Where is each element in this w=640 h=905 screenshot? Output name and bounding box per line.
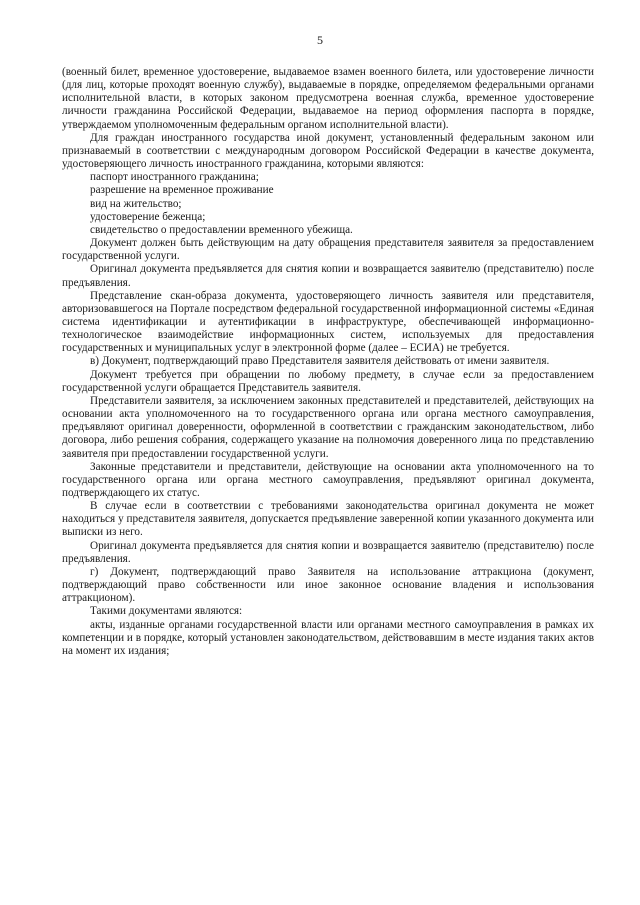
paragraph: Представление скан-образа документа, удостоверяющего личность заявителя или представителя, авторизовавшегося на Портале посредством федеральной государственной информационной системы «Единая система идентификации и аутентификации в инфраструктуре, обеспечивающей информационно-технологическое взаимодействие информационных систем, используемых для предоставления государственных и муниципальных услуг в электронной форме (далее – ЕСИА) не требуется. <box>62 289 594 355</box>
paragraph: Оригинал документа предъявляется для снятия копии и возвращается заявителю (представителю) после предъявления. <box>62 539 594 565</box>
paragraph: В случае если в соответствии с требованиями законодательства оригинал документа не может находиться у представителя заявителя, допускается предъявление заверенной копии указанного документа или выписки из него. <box>62 500 594 539</box>
page-number: 5 <box>317 33 323 47</box>
list-item: паспорт иностранного гражданина; <box>90 171 259 184</box>
paragraph: акты, изданные органами государственной власти или органами местного самоуправления в рамках их компетенции и в порядке, который установлен законодательством, действовавшим в месте издания таких актов на момент их издания; <box>62 618 594 657</box>
list-item: разрешение на временное проживание <box>90 184 274 197</box>
list-item: удостоверение беженца; <box>90 210 206 223</box>
paragraph: Документ требуется при обращении по любому предмету, в случае если за предоставлением государственной услуги обращается Представитель заявителя. <box>62 368 594 394</box>
list-item: вид на жительство; <box>90 197 182 210</box>
list-item: свидетельство о предоставлении временного убежища. <box>90 223 353 236</box>
paragraph: в) Документ, подтверждающий право Представителя заявителя действовать от имени заявителя. <box>90 355 550 368</box>
paragraph: Для граждан иностранного государства иной документ, установленный федеральным законом или признаваемый в соответствии с международным договором Российской Федерации в качестве документа, удостоверяющего личность иностранного гражданина, которыми являются: <box>62 131 594 171</box>
document-body <box>62 66 594 658</box>
paragraph: (военный билет, временное удостоверение, выдаваемое взамен военного билета, или удостоверение личности (для лиц, которые проходят военную службу), выдаваемые в порядке, определяемом федеральными органами исполнительной власти, в которых законом предусмотрена военная служба, временное удостоверение личности гражданина Российской Федерации, выдаваемое на период оформления паспорта в порядке, утверждаемом уполномоченным федеральным органом исполнительной власти). <box>62 66 594 131</box>
paragraph: Представители заявителя, за исключением законных представителей и представителей, действующих на основании акта уполномоченного на то государственного органа или органа местного самоуправления, предъявляют оригинал доверенности, оформленной в соответствии с гражданским законодательством, либо договора, либо решения собрания, содержащего указание на полномочия доверенного лица по представлению заявителя при предоставлении государственной услуги. <box>62 394 594 460</box>
paragraph: г) Документ, подтверждающий право Заявителя на использование аттракциона (документ, подтверждающий право собственности или иное законное основание владения и использования аттракционом). <box>62 565 594 605</box>
paragraph: Такими документами являются: <box>90 605 243 618</box>
paragraph: Законные представители и представители, действующие на основании акта уполномоченного на то государственного органа или органа местного самоуправления, предъявляют оригинал документа, подтверждающего их статус. <box>62 460 594 499</box>
paragraph: Документ должен быть действующим на дату обращения представителя заявителя за предоставлением государственной услуги. <box>62 237 594 263</box>
paragraph: Оригинал документа предъявляется для снятия копии и возвращается заявителю (представителю) после предъявления. <box>62 263 594 289</box>
